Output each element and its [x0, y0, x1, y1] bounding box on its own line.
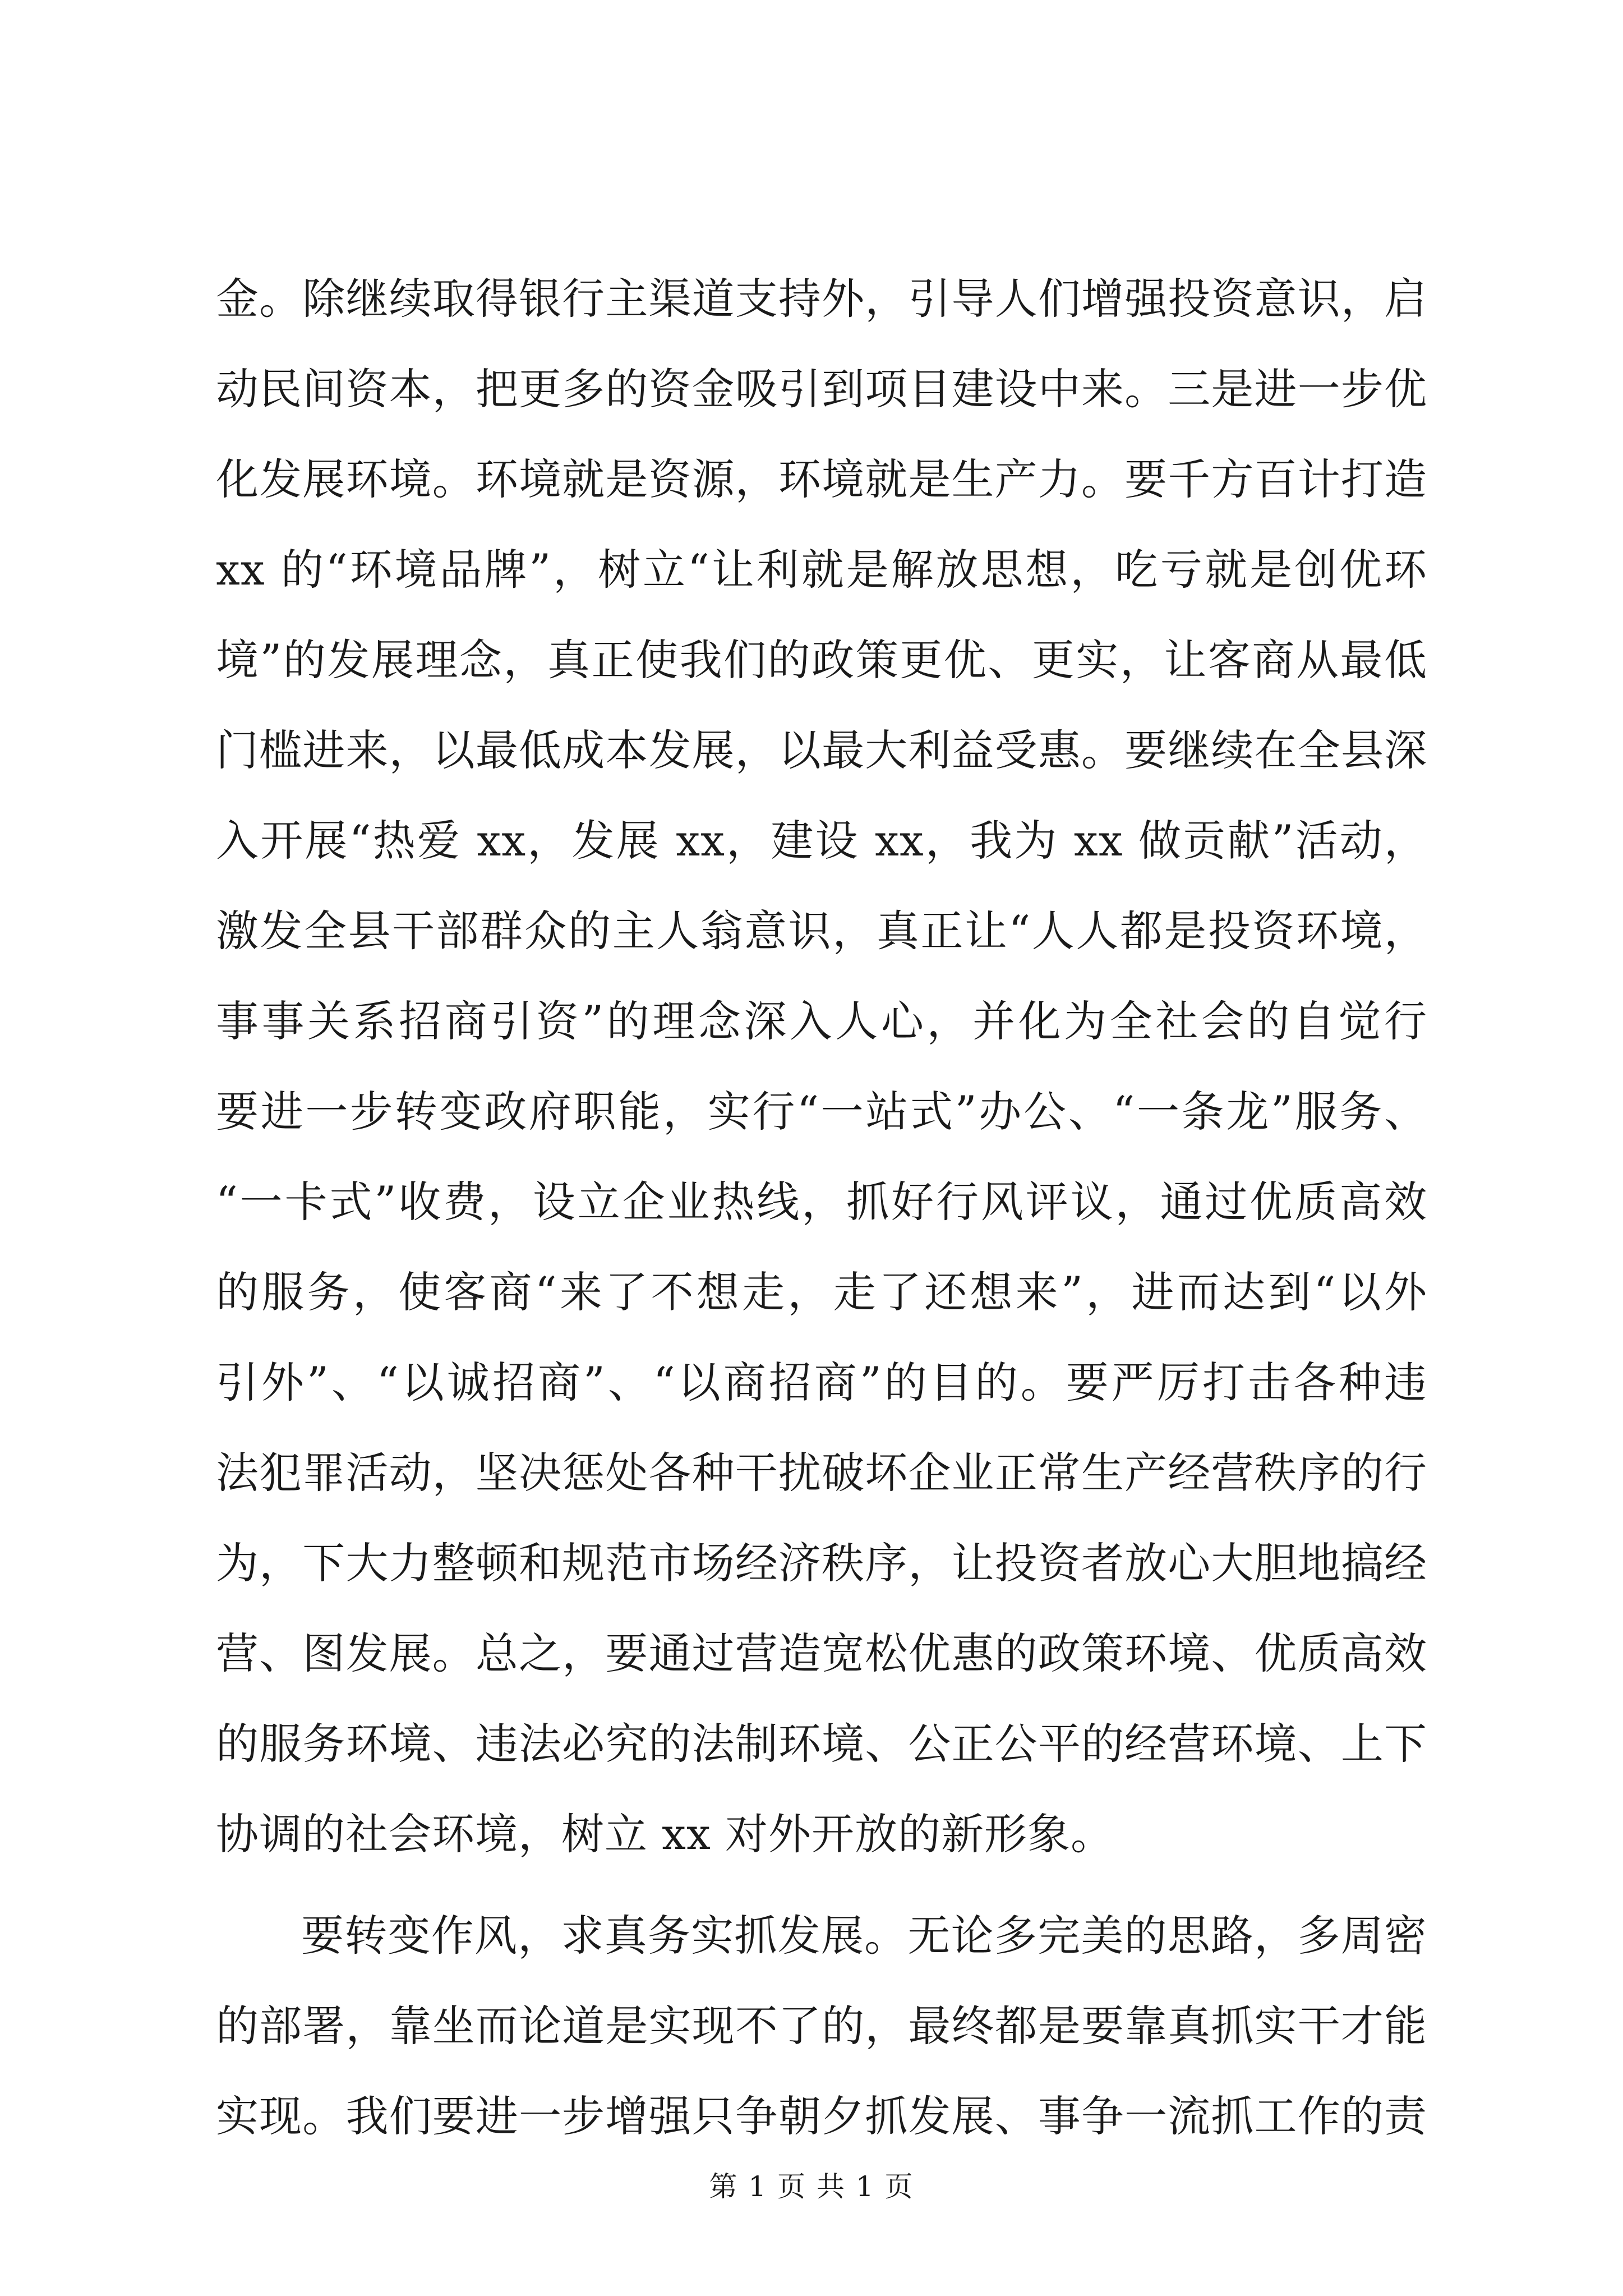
paragraph-1: [216, 254, 1427, 1879]
text-line: 境”的发展理念，真正使我们的政策更优、更实，让客商从最低: [216, 635, 1427, 685]
text-line: 营、图发展。总之，要通过营造宽松优惠的政策环境、优质高效: [216, 1628, 1427, 1678]
text-line: 的服务，使客商“来了不想走，走了还想来”，进而达到“以外: [216, 1267, 1427, 1317]
text-line: 为，下大力整顿和规范市场经济秩序，让投资者放心大胆地搞经: [216, 1538, 1427, 1588]
text-line: 事事关系招商引资”的理念深入人心，并化为全社会的自觉行: [216, 996, 1427, 1046]
text-line: 的部署，靠坐而论道是实现不了的，最终都是要靠真抓实干才能: [216, 2001, 1427, 2051]
text-line: 门槛进来，以最低成本发展，以最大利益受惠。要继续在全县深: [216, 725, 1427, 775]
text-line: 协调的社会环境，树立 xx 对外开放的新形象。: [216, 1809, 1114, 1859]
text-line: 金。除继续取得银行主渠道支持外，引导人们增强投资意识，启: [216, 274, 1427, 324]
page-footer: 第 1 页 共 1 页: [709, 2170, 914, 2203]
document-body: [216, 254, 1427, 2161]
text-line: 实现。我们要进一步增强只争朝夕抓发展、事争一流抓工作的责: [216, 2091, 1427, 2141]
text-line: 激发全县干部群众的主人翁意识，真正让“人人都是投资环境，: [216, 906, 1427, 956]
text-line: “一卡式”收费，设立企业热线，抓好行风评议，通过优质高效: [216, 1177, 1427, 1227]
text-line: 的服务环境、违法必究的法制环境、公正公平的经营环境、上下: [216, 1719, 1427, 1769]
paragraph-spacer: [216, 1879, 1427, 1890]
text-line: 要进一步转变政府职能，实行“一站式”办公、“一条龙”服务、: [216, 1087, 1427, 1137]
text-line: 动民间资本，把更多的资金吸引到项目建设中来。三是进一步优: [216, 364, 1427, 414]
text-line: 化发展环境。环境就是资源，环境就是生产力。要千方百计打造: [216, 454, 1427, 504]
text-line: 要转变作风，求真务实抓发展。无论多完美的思路，多周密: [301, 1911, 1427, 1961]
text-line: xx 的“环境品牌”，树立“让利就是解放思想，吃亏就是创优环: [216, 545, 1427, 595]
text-line: 入开展“热爱 xx，发展 xx，建设 xx，我为 xx 做贡献”活动，: [216, 816, 1427, 866]
text-line: 引外”、“以诚招商”、“以商招商”的目的。要严厉打击各种违: [216, 1358, 1427, 1407]
paragraph-2: [216, 1890, 1427, 2161]
text-line: 法犯罪活动，坚决惩处各种干扰破坏企业正常生产经营秩序的行: [216, 1448, 1427, 1498]
